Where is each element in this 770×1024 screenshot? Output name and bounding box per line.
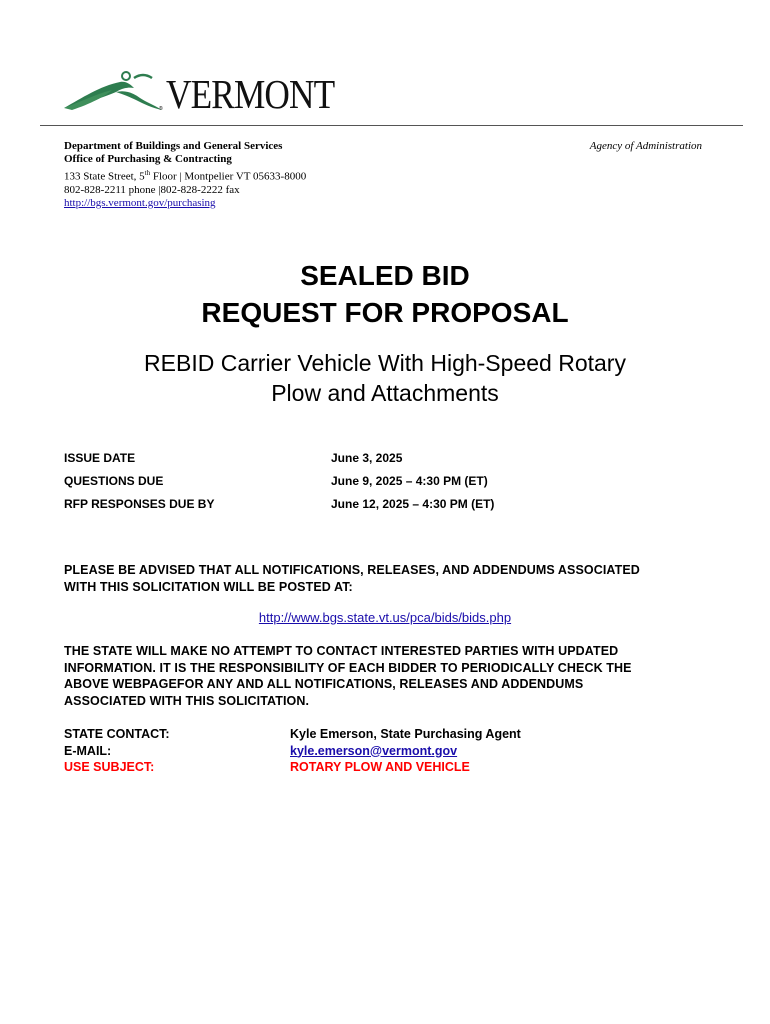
office-address: 133 State Street, 5th Floor | Montpelier VT 05633-8000 [64, 168, 307, 183]
issue-date-value: June 3, 2025 [331, 451, 403, 465]
email-link[interactable]: kyle.emerson@vermont.gov [290, 743, 458, 758]
contact-block [64, 726, 704, 776]
contact-row-email [64, 743, 704, 760]
department-name: Department of Buildings and General Services [64, 140, 283, 152]
responsibility-notice [64, 643, 714, 709]
responses-due-label: RFP RESPONSES DUE BY [64, 497, 215, 511]
subject-label: USE SUBJECT: [64, 760, 155, 774]
contact-row-subject [64, 759, 704, 776]
responsibility-notice-line3: ABOVE WEBPAGEFOR ANY AND ALL NOTIFICATIONS, RELEASES AND ADDENDUMS [64, 677, 584, 691]
document-title-line2: REQUEST FOR PROPOSAL [201, 297, 569, 328]
agency-name: Agency of Administration [589, 140, 702, 152]
key-dates [64, 451, 704, 520]
bids-page-link[interactable]: http://www.bgs.state.vt.us/pca/bids/bids.php [258, 610, 512, 625]
solicitation-subtitle-line2: Plow and Attachments [271, 380, 499, 406]
posting-notice-line2: WITH THIS SOLICITATION WILL BE POSTED AT: [64, 579, 353, 594]
email-label: E-MAIL: [64, 743, 112, 758]
svg-text:®: ® [159, 106, 163, 112]
department-block [64, 140, 306, 210]
date-row-responses [64, 497, 704, 520]
vermont-logo-text: VERMONT [166, 71, 335, 117]
solicitation-subtitle-line1: REBID Carrier Vehicle With High-Speed Rotary [144, 350, 626, 376]
header-divider [40, 125, 743, 126]
contact-row-state [64, 726, 704, 743]
purchasing-website-link[interactable]: http://bgs.vermont.gov/purchasing [64, 196, 216, 209]
state-contact-label: STATE CONTACT: [64, 727, 170, 741]
responsibility-notice-line4: ASSOCIATED WITH THIS SOLICITATION. [64, 693, 310, 708]
responsibility-notice-line2: INFORMATION. IT IS THE RESPONSIBILITY OF EACH BIDDER TO PERIODICALLY CHECK THE [64, 660, 632, 675]
date-row-issue [64, 451, 704, 474]
date-row-questions [64, 474, 704, 497]
office-name: Office of Purchasing & Contracting [64, 153, 232, 166]
office-phone: 802-828-2211 phone |802-828-2222 fax [64, 183, 240, 196]
responsibility-notice-line1: THE STATE WILL MAKE NO ATTEMPT TO CONTACT INTERESTED PARTIES WITH UPDATED [64, 644, 619, 658]
state-contact-value: Kyle Emerson, State Purchasing Agent [290, 727, 521, 741]
responses-due-value: June 12, 2025 – 4:30 PM (ET) [331, 497, 495, 511]
questions-due-value: June 9, 2025 – 4:30 PM (ET) [331, 474, 488, 488]
posting-notice-line1: PLEASE BE ADVISED THAT ALL NOTIFICATIONS, RELEASES, AND ADDENDUMS ASSOCIATED [64, 563, 640, 577]
subject-value: ROTARY PLOW AND VEHICLE [290, 760, 470, 774]
issue-date-label: ISSUE DATE [64, 451, 136, 465]
posting-notice [64, 562, 714, 595]
questions-due-label: QUESTIONS DUE [64, 474, 164, 488]
document-title-line1: SEALED BID [300, 260, 470, 291]
